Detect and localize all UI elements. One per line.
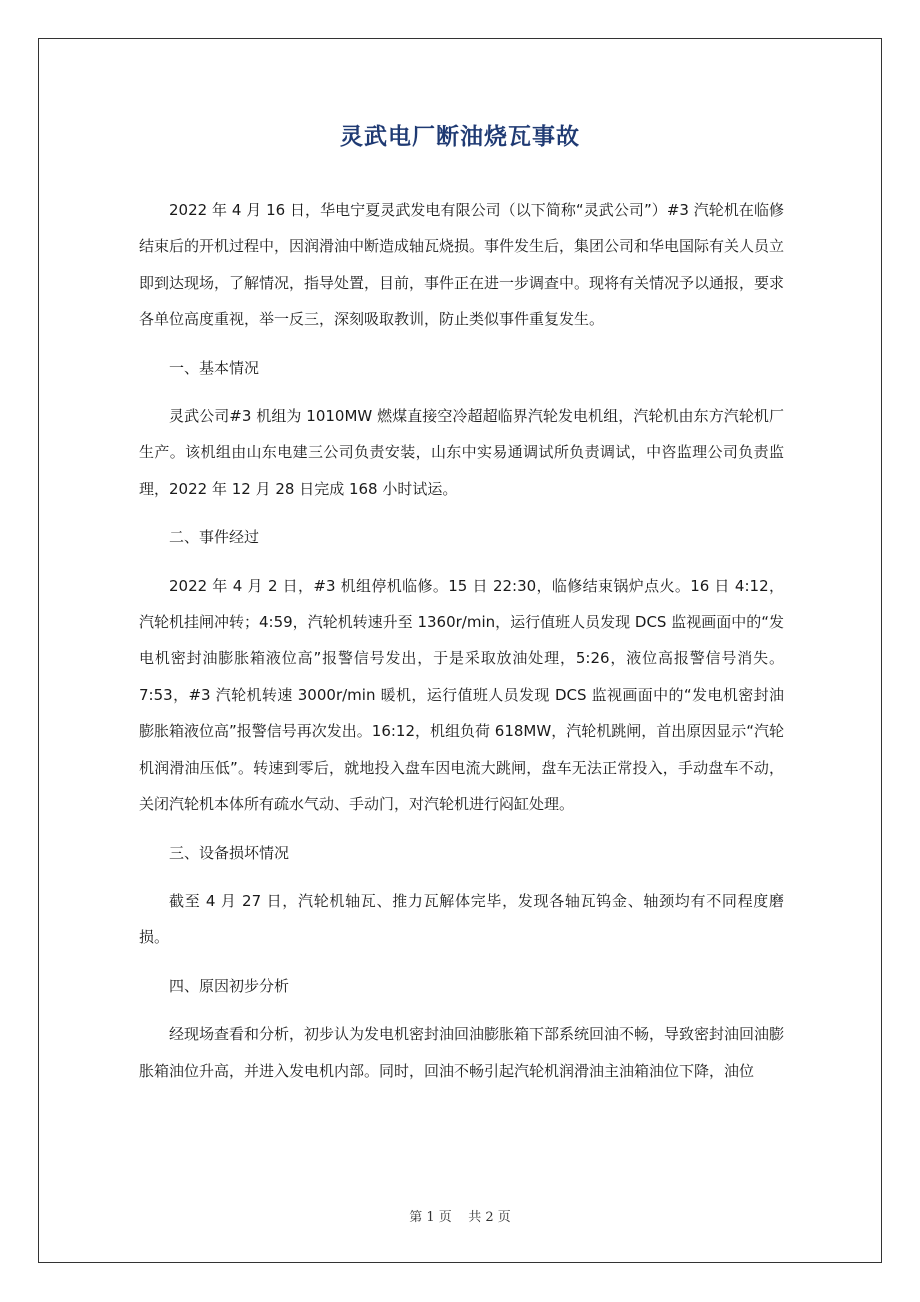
intro-paragraph: 2022 年 4 月 16 日，华电宁夏灵武发电有限公司（以下简称“灵武公司”）#3 汽轮机在临修结束后的开机过程中，因润滑油中断造成轴瓦烧损。事件发生后，集团公司和华电国际有关人员立即到达现场，了解情况，指导处置，目前，事件正在进一步调查中。现将有关情况予以通报，要求各单位高度重视，举一反三，深刻吸取教训，防止类似事件重复发生。 bbox=[139, 201, 785, 329]
page-footer bbox=[0, 1206, 920, 1225]
section-heading-cause-analysis: 四、原因初步分析 bbox=[169, 976, 290, 995]
document-title: 灵武电厂断油烧瓦事故 bbox=[340, 124, 580, 150]
page-number: 第 1 页 bbox=[409, 1210, 452, 1225]
event-process-paragraph: 2022 年 4 月 2 日，#3 机组停机临修。15 日 22:30，临修结束锅炉点火。16 日 4:12，汽轮机挂闸冲转；4:59，汽轮机转速升至 1360r/min，运行值班人员发现 DCS 监视画面中的“发电机密封油膨胀箱液位高”报警信号发出，于是采取放油处理，5:26，液位高报警信号消失。7:53，#3 汽轮机转速 3000r/min 暖机，运行值班人员发现 DCS 监视画面中的“发电机密封油膨胀箱液位高”报警信号再次发出。16:12，机组负荷 618MW，汽轮机跳闸，首出原因显示“汽轮机润滑油压低”。转速到零后，就地投入盘车因电流大跳闸，盘车无法正常投入，手动盘车不动，关闭汽轮机本体所有疏水气动、手动门，对汽轮机进行闷缸处理。 bbox=[139, 576, 784, 814]
section-heading-equipment-damage: 三、设备损坏情况 bbox=[169, 843, 290, 862]
section-heading-event-process: 二、事件经过 bbox=[169, 528, 260, 547]
basic-info-paragraph: 灵武公司#3 机组为 1010MW 燃煤直接空冷超超临界汽轮发电机组，汽轮机由东方汽轮机厂生产。该机组由山东电建三公司负责安装，山东中实易通调试所负责调试，中咨监理公司负责监理，2022 年 12 月 28 日完成 168 小时试运。 bbox=[139, 407, 784, 498]
section-heading-basic-info: 一、基本情况 bbox=[169, 358, 260, 377]
cause-analysis-paragraph: 经现场查看和分析，初步认为发电机密封油回油膨胀箱下部系统回油不畅，导致密封油回油膨胀箱油位升高，并进入发电机内部。同时，回油不畅引起汽轮机润滑油主油箱油位下降，油位 bbox=[139, 1025, 785, 1080]
document-body bbox=[139, 192, 784, 1101]
equipment-damage-paragraph: 截至 4 月 27 日，汽轮机轴瓦、推力瓦解体完毕，发现各轴瓦钨金、轴颈均有不同程度磨损。 bbox=[139, 891, 784, 947]
page-total: 共 2 页 bbox=[468, 1210, 511, 1225]
